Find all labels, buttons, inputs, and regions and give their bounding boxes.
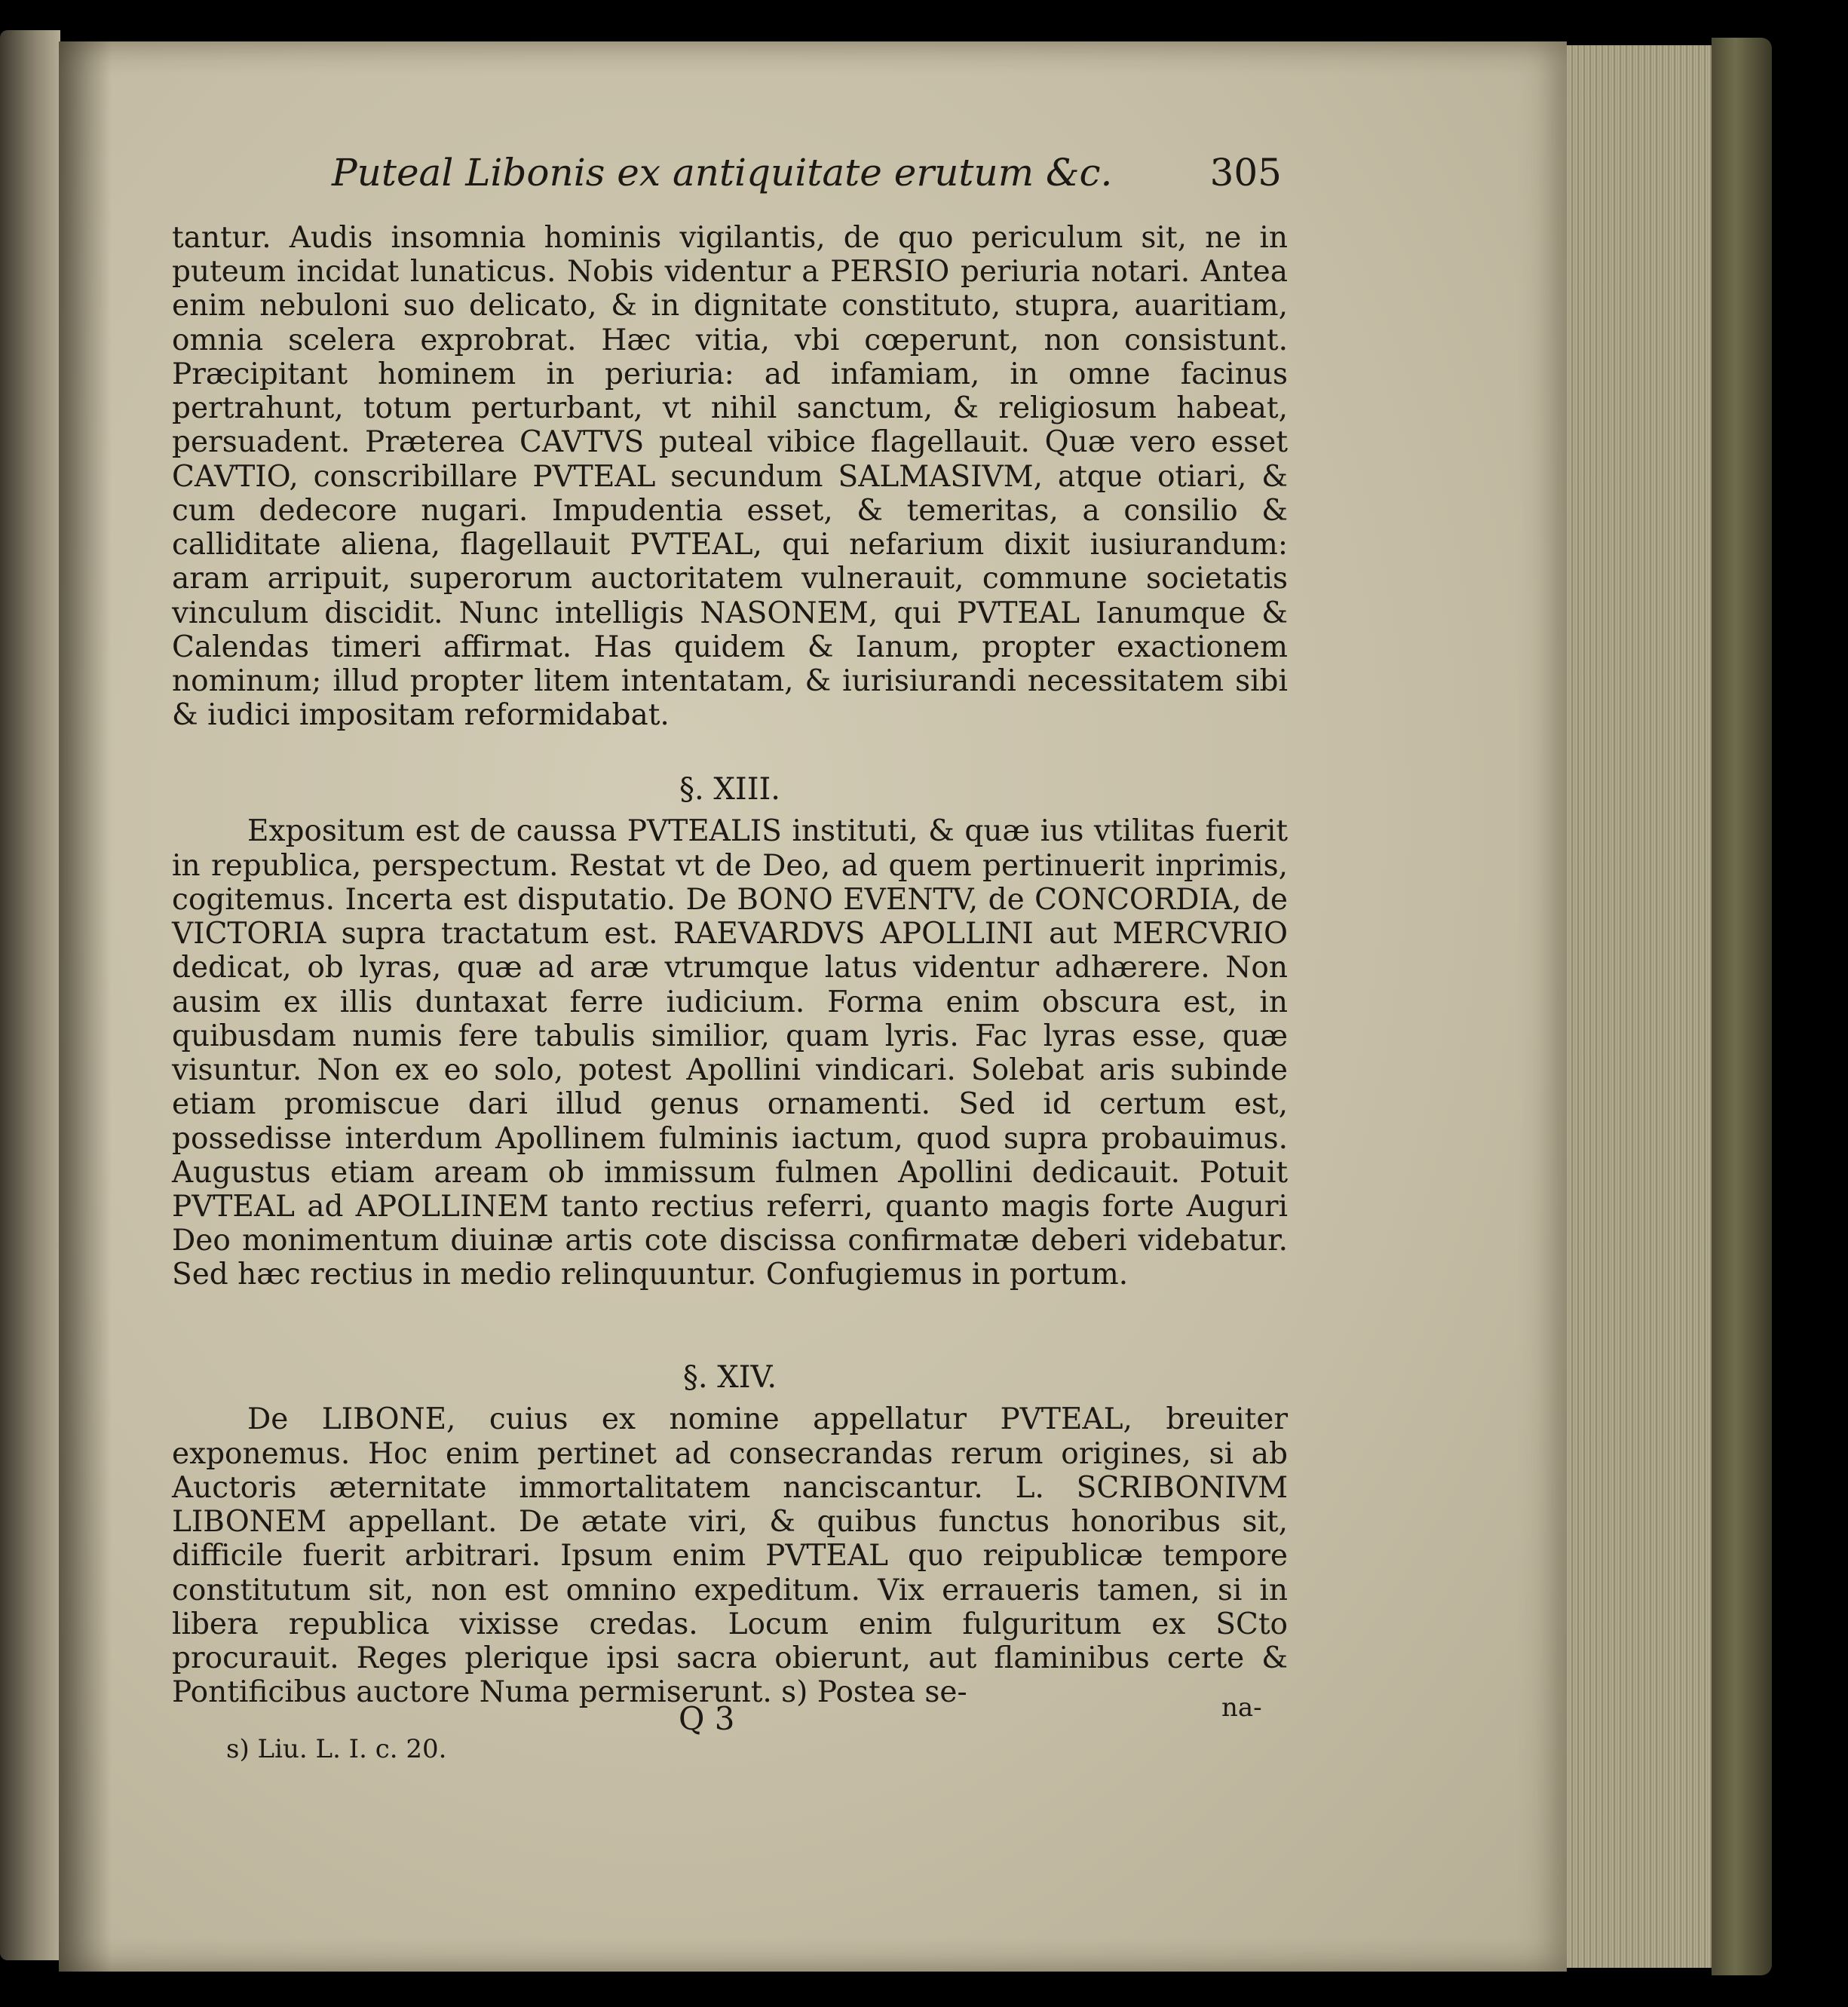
cover-board-edge: [1712, 38, 1772, 1975]
catchword: na-: [1221, 1693, 1262, 1723]
page-gutter-shadow: [59, 41, 112, 1972]
section-heading-xiii: §. XIII.: [679, 772, 781, 807]
section-heading-xiv: §. XIV.: [682, 1360, 777, 1395]
section-xiv: [172, 1350, 1288, 1710]
paragraph-section-xiii: Expositum est de caussa PVTEALIS instituti, & quæ ius vtilitas fuerit in republica, perspectum. Restat vt de Deo, ad quem pertinuerit inprimis, cogitemus. Incerta est disputatio. De BONO EVENTV, de CONCORDIA, de VICTORIA supra tractatum est. RAEVARDVS APOLLINI aut MERCVRIO dedicat, ob lyras, quæ ad aræ vtrumque latus videntur adhærere. Non ausim ex illis duntaxat ferre iudicium. Forma enim obscura est, in quibusdam numis fere tabulis similior, quam lyris. Fac lyras esse, quæ visuntur. Non ex eo solo, potest Apollini vindicari. Solebat aris subinde etiam promiscue dari illud genus ornamenti. Sed id certum est, possedisse interdum Apollinem fulminis iactum, quod supra probauimus. Augustus etiam aream ob immissum fulmen Apollini dedicauit. Potuit PVTEAL ad APOLLINEM tanto rectius referri, quanto magis forte Auguri Deo monimentum diuinæ artis cote discissa confirmatæ deberi videbatur. Sed hæc rectius in medio relinquuntur. Confugiemus in portum.: [172, 814, 1288, 1292]
signature-mark: Q 3: [679, 1700, 735, 1737]
section-xiii: [172, 761, 1288, 1292]
left-page-edge: [0, 30, 60, 1960]
text-block-continuation: [172, 221, 1288, 733]
paragraph-continuation: tantur. Audis insomnia hominis vigilantis, de quo periculum sit, ne in puteum incidat lunaticus. Nobis videntur a PERSIO periuria notari. Antea enim nebuloni suo delicato, & in dignitate constituto, stupra, auaritiam, omnia scelera exprobrat. Hæc vitia, vbi cœperunt, non consistunt. Præcipitant hominem in periuria: ad infamiam, in omne facinus pertrahunt, totum perturbant, vt nihil sanctum, & religiosum habeat, persuadent. Præterea CAVTVS puteal vibice flagellauit. Quæ vero esset CAVTIO, conscribillare PVTEAL secundum SALMASIVM, atque otiari, & cum dedecore nugari. Impudentia esset, & temeritas, a consilio & calliditate aliena, flagellauit PVTEAL, qui nefarium dixit iusiurandum: aram arripuit, superorum auctoritatem vulnerauit, commune societatis vinculum discidit. Nunc intelligis NASONEM, qui PVTEAL Ianumque & Calendas timeri affirmat. Has quidem & Ianum, propter exactionem nominum; illud propter litem intentatam, & iurisiurandi necessitatem sibi & iudici impositam reformidabat.: [172, 221, 1288, 733]
page-number: 305: [1209, 151, 1282, 195]
footnote: s) Liu. L. I. c. 20.: [226, 1734, 447, 1764]
paragraph-section-xiv: De LIBONE, cuius ex nomine appellatur PVTEAL, breuiter exponemus. Hoc enim pertinet ad consecrandas rerum origines, si ab Auctoris æternitate immortalitatem nanciscantur. L. SCRIBONIVM LIBONEM appellant. De ætate viri, & quibus functus honoribus sit, difficile fuerit arbitrari. Ipsum enim PVTEAL quo reipublicæ tempore constitutum sit, non est omnino expeditum. Vix erraueris tamen, si in libera republica vixisse credas. Locum enim fulguritum ex SCto procurauit. Reges plerique ipsi sacra obierunt, aut flaminibus certe & Pontificibus auctore Numa permiserunt. s) Postea se-: [172, 1402, 1288, 1710]
running-head-title: Puteal Libonis ex antiquitate erutum &c.: [332, 151, 1113, 195]
